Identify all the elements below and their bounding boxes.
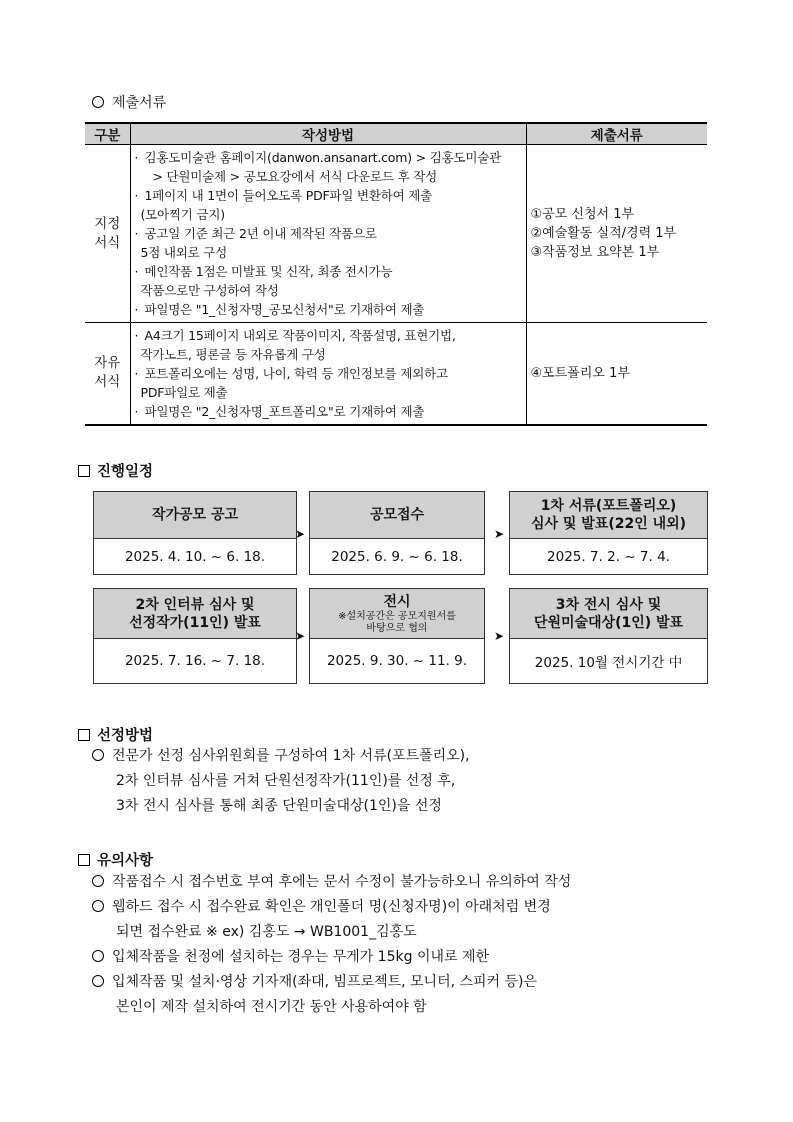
step-title: 전시 ※설치공간은 공모지원서를 바탕으로 협의 xyxy=(310,589,484,639)
schedule-step-final-review xyxy=(509,588,708,684)
row-type-free: 자유 서식 xyxy=(85,323,130,425)
circle-bullet-icon xyxy=(92,900,104,912)
selection-heading: 선정방법 xyxy=(78,724,153,745)
header-category: 구분 xyxy=(85,123,130,145)
docs-cell-free xyxy=(526,323,707,425)
header-method: 작성방법 xyxy=(130,123,526,145)
square-bullet-icon xyxy=(78,465,90,477)
circle-bullet-icon xyxy=(92,749,104,761)
notes-heading: 유의사항 xyxy=(78,849,153,870)
list-item: 작품접수 시 접수번호 부여 후에는 문서 수정이 불가능하오니 유의하여 작성 xyxy=(92,870,571,895)
schedule-step-receipt xyxy=(309,491,485,575)
arrow-right-icon: ➤ xyxy=(295,527,306,541)
step-title: 3차 전시 심사 및 단원미술대상(1인) 발표 xyxy=(510,589,707,639)
square-bullet-icon xyxy=(78,854,90,866)
schedule-heading: 진행일정 xyxy=(78,460,153,481)
method-list xyxy=(135,148,522,319)
arrow-right-icon: ➤ xyxy=(295,629,306,643)
doc-item: ④포트폴리오 1부 xyxy=(530,365,630,381)
list-item: · 공고일 기준 최근 2년 이내 제작된 작품으로 5점 내외로 구성 xyxy=(134,226,377,260)
arrow-right-icon: ➤ xyxy=(494,527,505,541)
doc-item: ②예술활동 실적/경력 1부 xyxy=(530,226,677,241)
circle-bullet-icon xyxy=(92,875,104,887)
list-item-continuation: 되면 접수완료 ※ ex) 김홍도 → WB1001_김홍도 xyxy=(116,924,417,940)
schedule-step-first-review xyxy=(509,491,708,575)
submission-heading: 제출서류 xyxy=(92,92,166,112)
header-documents: 제출서류 xyxy=(526,123,707,145)
list-item: · 1페이지 내 1면이 들어오도록 PDF파일 변환하여 제출 (모아찍기 금지) xyxy=(134,188,433,222)
circle-bullet-icon xyxy=(92,950,104,962)
list-item: · 김홍도미술관 홈페이지(danwon.ansanart.com) > 김홍도미술관 > 단원미술제 > 공모요강에서 서식 다운로드 후 작성 xyxy=(134,150,501,184)
list-item: · 파일명은 "1_신청자명_공모신청서"로 기재하여 제출 xyxy=(134,302,425,317)
table-row-free-form xyxy=(85,323,707,425)
step-date: 2025. 6. 9. ~ 6. 18. xyxy=(331,548,463,565)
method-list xyxy=(135,326,522,421)
schedule-step-announcement xyxy=(93,491,297,575)
table-row-designated-form xyxy=(85,145,707,323)
step-note: 바탕으로 협의 xyxy=(366,622,428,634)
list-item: · 메인작품 1점은 미발표 및 신작, 최종 전시가능 작품으로만 구성하여 작성 xyxy=(134,264,393,298)
method-cell-designated xyxy=(130,145,526,323)
list-item: 입체작품 및 설치·영상 기자재(좌대, 빔프로젝트, 모니터, 스피커 등)은 xyxy=(92,970,571,995)
row-type-designated: 지정 서식 xyxy=(85,145,130,323)
notes-list xyxy=(92,870,571,1020)
paragraph-line: 3차 전시 심사를 통해 최종 단원미술대상(1인)을 선정 xyxy=(116,798,442,814)
list-item: · 파일명은 "2_신청자명_포트폴리오"로 기재하여 제출 xyxy=(134,403,425,419)
arrow-right-icon: ➤ xyxy=(494,629,505,643)
step-title: 작가공모 공고 xyxy=(94,492,296,539)
step-date: 2025. 4. 10. ~ 6. 18. xyxy=(124,548,266,565)
selection-paragraph xyxy=(92,744,470,819)
step-date: 2025. 7. 2. ~ 7. 4. xyxy=(547,548,670,565)
docs-cell-designated xyxy=(526,145,707,323)
circle-bullet-icon xyxy=(92,975,104,987)
schedule-step-interview xyxy=(93,588,297,684)
step-title: 공모접수 xyxy=(310,492,484,539)
list-item-continuation: 본인이 제작 설치하여 전시기간 동안 사용하여야 함 xyxy=(116,999,427,1015)
circle-bullet-icon xyxy=(92,96,104,108)
submission-table xyxy=(85,122,707,426)
list-item: · A4크기 15페이지 내외로 작품이미지, 작품설명, 표현기법, 작가노트, 평론글 등 자유롭게 구성 xyxy=(134,327,456,362)
square-bullet-icon xyxy=(78,729,90,741)
list-item: 웹하드 접수 시 접수완료 확인은 개인폴더 명(신청자명)이 아래처럼 변경 xyxy=(92,895,571,920)
step-note: ※설치공간은 공모지원서를 xyxy=(338,610,456,622)
list-item: · 포트폴리오에는 성명, 나이, 학력 등 개인정보를 제외하고 PDF파일로 제출 xyxy=(134,365,448,400)
paragraph-line: 2차 인터뷰 심사를 거쳐 단원선정작가(11인)를 선정 후, xyxy=(116,773,456,789)
step-date: 2025. 10월 전시기간 中 xyxy=(534,655,683,671)
step-title: 1차 서류(포트폴리오) 심사 및 발표(22인 내외) xyxy=(510,492,707,539)
step-date: 2025. 9. 30. ~ 11. 9. xyxy=(326,653,468,669)
list-item: 입체작품을 천정에 설치하는 경우는 무게가 15kg 이내로 제한 xyxy=(92,945,571,970)
table-header-row xyxy=(85,123,707,145)
paragraph-line: 전문가 선정 심사위원회를 구성하여 1차 서류(포트폴리오), xyxy=(92,744,470,769)
doc-item: ③작품정보 요약본 1부 xyxy=(530,245,660,260)
step-date: 2025. 7. 16. ~ 7. 18. xyxy=(124,653,266,669)
doc-item: ①공모 신청서 1부 xyxy=(530,207,635,222)
step-title: 2차 인터뷰 심사 및 선정작가(11인) 발표 xyxy=(94,589,296,639)
method-cell-free xyxy=(130,323,526,425)
schedule-step-exhibition xyxy=(309,588,485,684)
